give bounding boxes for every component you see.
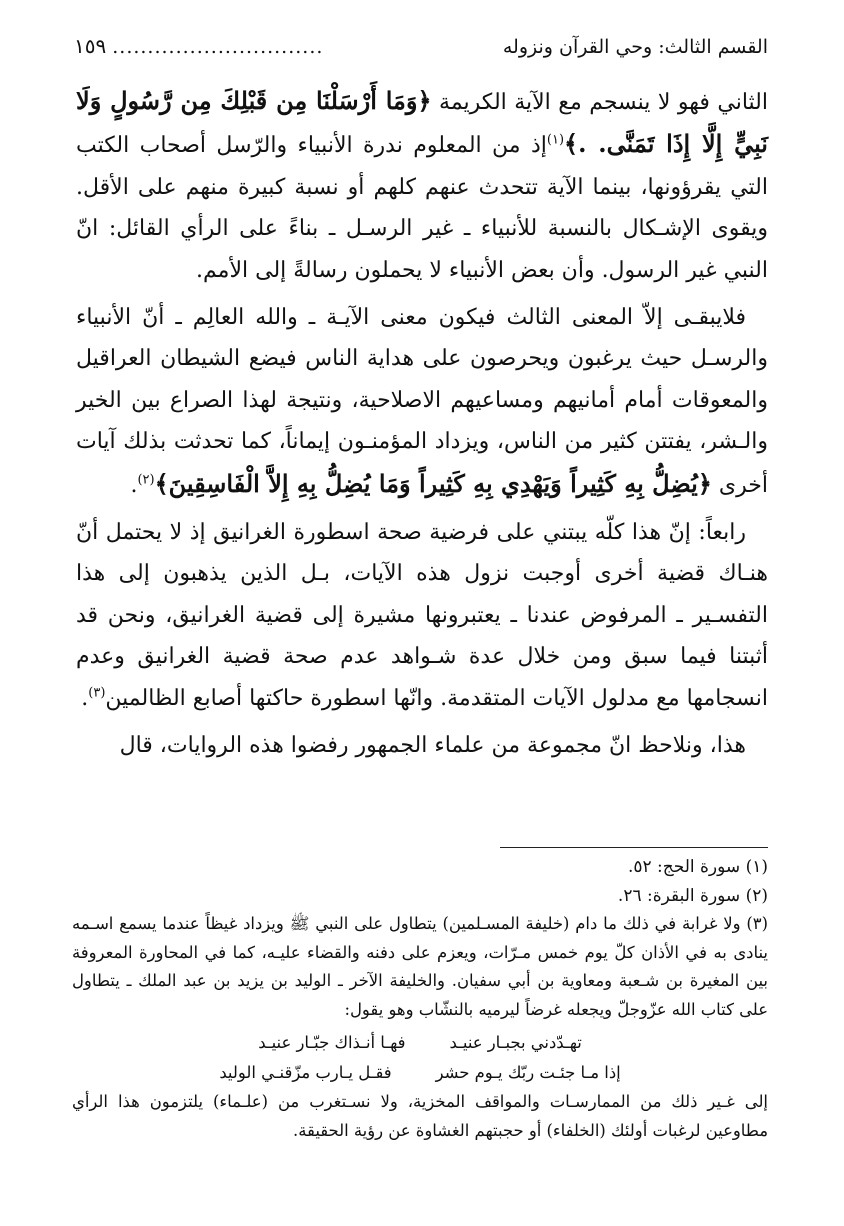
paragraph-text: الثاني فهو لا ينسجم مع الآية الكريمة xyxy=(431,90,768,115)
quran-verse: ﴿يُضِلُّ بِهِ كَثِيراً وَيَهْدِي بِهِ كَثِيراً وَمَا يُضِلُّ بِهِ إِلاَّ الْفَاسِقِينَ﴾ xyxy=(154,468,712,498)
footnote-ref-1: (١) xyxy=(546,133,565,149)
running-header xyxy=(74,34,768,64)
poem-verse-1 xyxy=(72,1028,768,1058)
paragraph-text: إذ من المعلوم ندرة الأنبياء والرّسل أصحاب الكتب التي يقرؤونها، بينما الآية تتحدث عنهم كلهم أو نسبة كبيرة منهم على الأقل. ويقوى الإشـكال بالنسبة للأنبياء ـ غير الرسـل ـ بناءً على الرأي القائل: انّ النبي غير الرسول. وأن بعض الأنبياء لا يحملون رسالةً إلى الأمم. xyxy=(76,133,768,283)
footnote-ref-3: (٣) xyxy=(88,685,106,701)
poem-verse-2 xyxy=(72,1058,768,1088)
paragraph-text: . xyxy=(130,472,138,498)
paragraph-2 xyxy=(76,297,768,506)
header-leader-dots: .............................. xyxy=(112,36,324,58)
footnote-separator xyxy=(500,847,768,848)
footnote-ref-2: (٢) xyxy=(137,472,155,488)
chapter-title: القسم الثالث: وحي القرآن ونزوله xyxy=(502,36,768,58)
verse-hemistich: إذا مـا جئـت ربّك يـوم حشر xyxy=(435,1063,621,1082)
paragraph-1 xyxy=(76,80,768,291)
verse-hemistich: فهـا أنـذاك جبّـار عنيـد xyxy=(258,1033,406,1052)
page-number: ١٥٩ xyxy=(74,34,107,58)
paragraph-text: فلايبقـى إلاّ المعنى الثالث فيكون معنى الآيـة ـ والله العالِم ـ أنّ الأنبياء والرسـل حيث يرغبون ويحرصون على هداية الناس فيضع الشيطان العراقيل والمعوقات أمام أمانيهم ومساعيهم الاصلاحية، ونتيجة لهذا الصراع بين الخير والـشر، يفتتن كثير من الناس، ويزداد المؤمنـون إيماناً، كما تحدثت بذلك آيات أخرى xyxy=(76,305,768,498)
footnote-2: (٢) سورة البقرة: ٢٦. xyxy=(617,885,768,906)
quran-verse: ﴿وَمَا أَرْسَلْنَا مِن قَبْلِكَ مِن رَّسُولٍ وَلَا نَبِيٍّ إِلَّا إِذَا تَمَنَّى. .﴾ xyxy=(76,86,768,159)
paragraph-4 xyxy=(76,725,768,766)
footnote-3-continued: إلى غـير ذلك من الممارسـات والمواقف المخزية، ولا نسـتغرب من (علـماء) يلتزمون هذا الرأي مطاوعين لرغبات أولئك (الخلفاء) أو حجبتهم الغشاوة عن رؤية الحقيقة. xyxy=(72,1092,768,1140)
footnote-3: (٣) ولا غرابة في ذلك ما دام (خليفة المسـلمين) يتطاول على النبي ﷺ ويزداد غيظاً عندما يسمع اسـمه ينادى به في الأذان كلّ يوم خمس مـرّات، ويعزم على دفنه والقضاء عليـه، كما في المحاورة المعروفة بين المغيرة بن شـعبة ومعاوية بن أبي سفيان. والخليفة الآخر ـ الوليد بن يزيد بن عبد الملك ـ يتطاول على كتاب الله عزّوجلّ ويجعله غرضاً ليرميه بالنشّاب وهو يقول: xyxy=(72,914,768,1019)
paragraph-text: . xyxy=(81,685,89,711)
footnotes xyxy=(72,853,768,1145)
footnote-1: (١) سورة الحج: ٥٢. xyxy=(627,857,768,877)
main-text xyxy=(76,80,768,773)
paragraph-3 xyxy=(76,512,768,719)
paragraph-text: هذا، ونلاحظ انّ مجموعة من علماء الجمهور رفضوا هذه الروايات، قال xyxy=(119,733,746,759)
verse-hemistich: تهـدّدني بجبـار عنيـد xyxy=(449,1033,582,1052)
paragraph-text: رابعاً: إنّ هذا كلّه يبتني على فرضية صحة اسطورة الغرانيق إذ لا يحتمل أنّ هنـاك قضية أخرى أوجبت نزول هذه الآيات، بـل الذين يذهبون إلى هذا التفسـير ـ المرفوض عندنا ـ يعتبرونها مشيرة إلى قضية الغرانيق، ونحن قد أثبتنا فيما سبق ومن خلال عدة شـواهد عدم صحة قضية الغرانيق وعدم انسجامها مع مدلول الآيات المتقدمة. وانّها اسطورة حاكتها أصابع الظالمين xyxy=(76,520,768,711)
verse-hemistich: فقـل يـارب مزّقنـي الوليد xyxy=(219,1063,392,1082)
